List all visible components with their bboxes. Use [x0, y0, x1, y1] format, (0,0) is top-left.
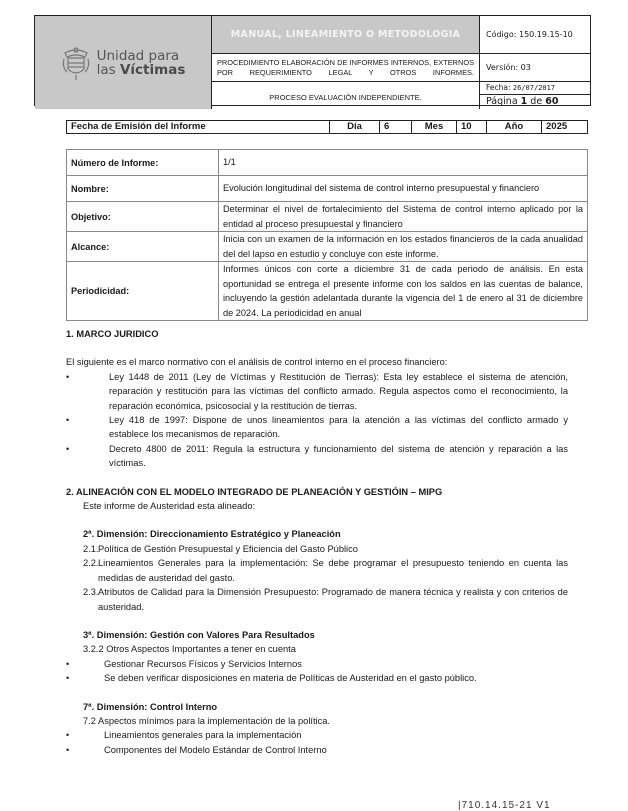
row-value: Informes únicos con corte a diciembre 31 de cada periodo de análisis. En esta oportunidad se entrega el presente informe con los saldos en las cuentas de balance, incluyendo la gestión adelantada durante la vigencia del 1 de enero al 31 de diciembre de 2024. La periodicidad en anual	[219, 262, 588, 321]
row-key: Nombre:	[67, 176, 219, 202]
logo-line-2: las Víctimas	[96, 61, 186, 78]
coat-of-arms-icon	[61, 45, 91, 81]
dimension-7-list	[66, 728, 568, 757]
year-value: 2025	[546, 121, 568, 132]
dimension-7-title: 7ª. Dimensión: Control Interno	[83, 701, 218, 712]
document-body	[66, 327, 568, 757]
row-value: Determinar el nivel de fortalecimiento del Sistema de control interno aplicado por la entidad al proceso presupuestal y financiero	[219, 202, 588, 232]
year-label: Año	[487, 121, 542, 133]
emission-date-label: Fecha de Emisión del Informe	[67, 121, 330, 133]
footer-form-code: |710.14.15-21 V1	[458, 800, 551, 811]
procedure-name: PROCEDIMIENTO ELABORACIÓN DE INFORMES INTERNOS, EXTERNOS POR REQUERIMIENTO LEGAL Y OTROS INFORMES.	[212, 54, 480, 82]
logo-cell	[35, 16, 212, 109]
list-item: • Gestionar Recursos Físicos y Servicios Internos	[66, 657, 568, 671]
dimension-7-subtitle: 7.2 Aspectos mínimos para la implementación de la política.	[83, 715, 331, 726]
report-info-table	[66, 149, 588, 321]
list-item: • Componentes del Modelo Estándar de Control Interno	[66, 743, 568, 757]
section-1-title: 1. MARCO JURIDICO	[66, 329, 159, 339]
dimension-3-list	[66, 657, 568, 686]
legal-framework-list	[66, 370, 568, 471]
document-date: Fecha: 26/07/2017	[480, 82, 590, 95]
table-row	[67, 202, 588, 232]
bullet-icon: •	[66, 658, 70, 669]
document-type-title: MANUAL, LINEAMIENTO O METODOLOGIA	[212, 16, 480, 54]
page-number: Página 1 de 60	[486, 96, 559, 107]
dimension-3-subtitle: 3.2.2 Otros Aspectos Importantes a tener en cuenta	[83, 644, 296, 655]
logo-line-1: Unidad para	[96, 47, 180, 64]
section-1-intro: El siguiente es el marco normativo con el análisis de control interno en el proceso financiero:	[66, 357, 448, 368]
bullet-icon: •	[66, 744, 70, 755]
row-key: Alcance:	[67, 232, 219, 262]
month-label: Mes	[412, 121, 457, 133]
organization-logo-text	[97, 49, 186, 77]
row-key: Número de Informe:	[67, 150, 219, 176]
table-row	[67, 262, 588, 321]
bullet-icon: •	[66, 415, 70, 426]
month-value: 10	[457, 121, 487, 133]
process-name: PROCESO EVALUACIÒN INDEPENDIENTE.	[212, 82, 480, 109]
list-item: 2.2. Lineamientos Generales para la implementación: Se debe programar el presupuesto teniendo en cuenta las medidas de austeridad del gasto.	[83, 558, 568, 583]
list-item: • Ley 418 de 1997: Dispone de unos lineamientos para la atención a las víctimas del conflicto armado y establece los mecanismos de reparación.	[66, 415, 568, 440]
bullet-icon: •	[66, 443, 70, 454]
list-item: 2.3. Atributos de Calidad para la Dimensión Presupuesto: Programado de manera técnica y realista y con criterios de austeridad.	[83, 587, 568, 612]
list-item: • Se deben verificar disposiciones en materia de Políticas de Austeridad en el gasto público.	[66, 671, 568, 685]
row-value: Inicia con un examen de la información en los estados financieros de la cada anualidad del del lapso en estudio y concluye con este informe.	[219, 232, 588, 262]
bullet-icon: •	[66, 730, 70, 741]
row-key: Periodicidad:	[67, 262, 219, 321]
row-key: Objetivo:	[67, 202, 219, 232]
list-item: • Decreto 4800 de 2011: Regula la estructura y funcionamiento del sistema de atención y reparación a las víctimas.	[66, 443, 568, 469]
emission-date-row	[66, 120, 588, 134]
list-item: • Ley 1448 de 2011 (Ley de Víctimas y Restitución de Tierras): Esta ley establece el sistema de atención, reparación y restitución para las víctimas del conflicto armado. Regula aspectos como el reconocimiento, la reparación económica, psicosocial y la restitución de tierras.	[66, 371, 568, 411]
list-item: • Lineamientos generales para la implementación	[66, 728, 568, 742]
date-page-cell	[480, 82, 590, 109]
document-version: Versión: 03	[480, 54, 590, 82]
dimension-2-list	[66, 542, 568, 614]
bullet-icon: •	[66, 371, 70, 382]
section-2-intro: Este informe de Austeridad esta alineado:	[83, 501, 256, 512]
document-code: Código: 150.19.15-10	[480, 16, 590, 54]
table-row	[67, 176, 588, 202]
dimension-2-title: 2ª. Dimensión: Direccionamiento Estratégico y Planeación	[83, 529, 341, 540]
day-label: Día	[330, 121, 380, 133]
row-value: Evolución longitudinal del sistema de control interno presupuestal y financiero	[219, 176, 588, 202]
bullet-icon: •	[66, 673, 70, 684]
section-2-title: 2. ALINEACIÓN CON EL MODELO INTEGRADO DE PLANEACIÓN Y GESTIÓIN – MIPG	[66, 486, 443, 497]
list-item: 2.1. Política de Gestión Presupuestal y Eficiencia del Gasto Público	[83, 543, 358, 554]
table-row	[67, 150, 588, 176]
dimension-3-title: 3ª. Dimensión: Gestión con Valores Para Resultados	[83, 629, 315, 640]
day-value: 6	[380, 121, 412, 133]
document-header	[34, 15, 591, 106]
table-row	[67, 232, 588, 262]
row-value: 1/1	[219, 150, 588, 176]
